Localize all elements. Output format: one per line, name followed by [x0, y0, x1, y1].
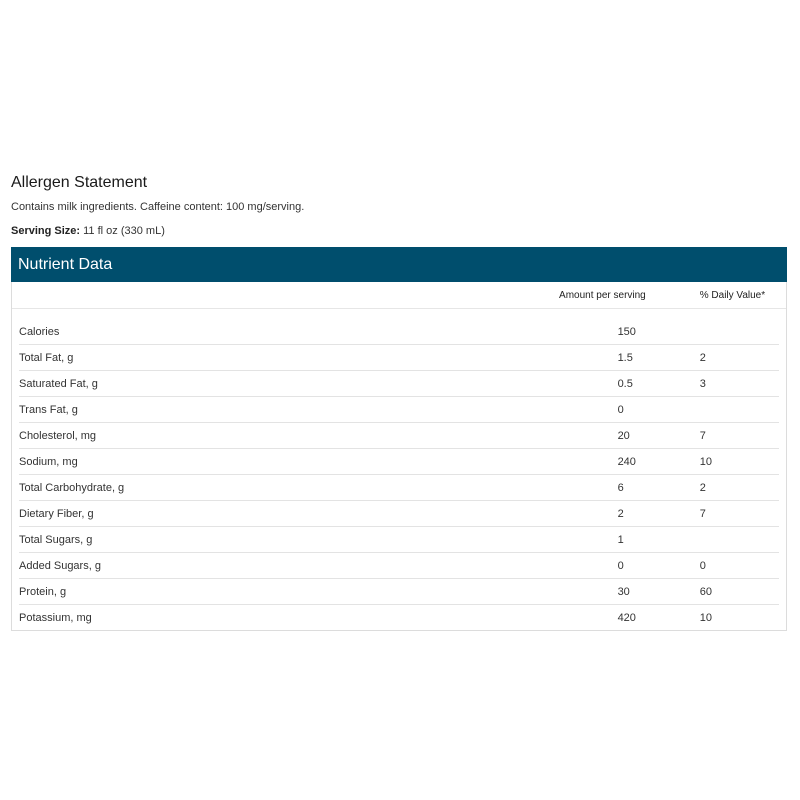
serving-size-label: Serving Size: [11, 225, 81, 237]
nutrient-amount: 420 [617, 611, 636, 624]
header-amount-column: Amount per serving [559, 289, 646, 301]
nutrient-name: Trans Fat, g [19, 403, 78, 416]
nutrient-name: Potassium, mg [19, 611, 92, 624]
nutrient-rows [19, 319, 779, 630]
table-row [19, 371, 779, 397]
table-row [19, 579, 779, 605]
nutrient-amount: 0.5 [617, 377, 633, 390]
nutrient-panel [11, 247, 787, 631]
nutrient-daily-value: 2 [699, 351, 706, 364]
nutrient-amount: 30 [617, 585, 630, 598]
nutrient-name: Cholesterol, mg [19, 429, 97, 442]
nutrient-daily-value: 10 [699, 455, 713, 468]
nutrient-name: Total Carbohydrate, g [19, 481, 125, 494]
table-row [19, 501, 779, 527]
table-row [19, 527, 779, 553]
nutrient-amount: 20 [617, 429, 630, 442]
table-row [19, 319, 779, 345]
nutrient-amount: 240 [617, 455, 636, 468]
nutrient-amount: 6 [617, 481, 624, 494]
nutrient-panel-title: Nutrient Data [11, 247, 787, 282]
serving-size-value: 11 fl oz (330 mL) [80, 225, 165, 237]
table-row [19, 423, 779, 449]
nutrient-daily-value: 0 [699, 559, 706, 572]
nutrient-name: Saturated Fat, g [19, 377, 98, 390]
table-spacer [19, 309, 779, 319]
nutrition-content [11, 172, 787, 631]
header-daily-value-column: % Daily Value* [699, 289, 766, 301]
nutrient-name: Sodium, mg [19, 455, 78, 468]
nutrient-name: Dietary Fiber, g [19, 507, 94, 520]
nutrient-name: Calories [19, 325, 60, 338]
table-header-row [12, 282, 786, 309]
table-row [19, 397, 779, 423]
nutrient-daily-value: 10 [699, 611, 713, 624]
table-row [19, 605, 779, 630]
nutrient-amount: 0 [617, 559, 624, 572]
nutrient-name: Added Sugars, g [19, 559, 101, 572]
nutrient-amount: 2 [617, 507, 624, 520]
nutrient-daily-value: 7 [699, 507, 706, 520]
nutrient-name: Protein, g [19, 585, 67, 598]
allergen-title: Allergen Statement [11, 174, 148, 191]
nutrient-amount: 1 [617, 533, 624, 546]
nutrient-name: Total Fat, g [19, 351, 74, 364]
table-row [19, 553, 779, 579]
nutrient-amount: 1.5 [617, 351, 633, 364]
nutrient-amount: 150 [617, 325, 636, 338]
nutrient-table [12, 282, 786, 630]
serving-size [11, 224, 787, 238]
table-row [19, 449, 779, 475]
table-row [19, 345, 779, 371]
nutrient-amount: 0 [617, 403, 624, 416]
table-row [19, 475, 779, 501]
nutrient-daily-value: 3 [699, 377, 706, 390]
allergen-text: Contains milk ingredients. Caffeine content: 100 mg/serving. [11, 201, 305, 213]
nutrient-daily-value: 2 [699, 481, 706, 494]
nutrient-name: Total Sugars, g [19, 533, 93, 546]
nutrient-daily-value: 60 [699, 585, 713, 598]
nutrient-daily-value: 7 [699, 429, 706, 442]
